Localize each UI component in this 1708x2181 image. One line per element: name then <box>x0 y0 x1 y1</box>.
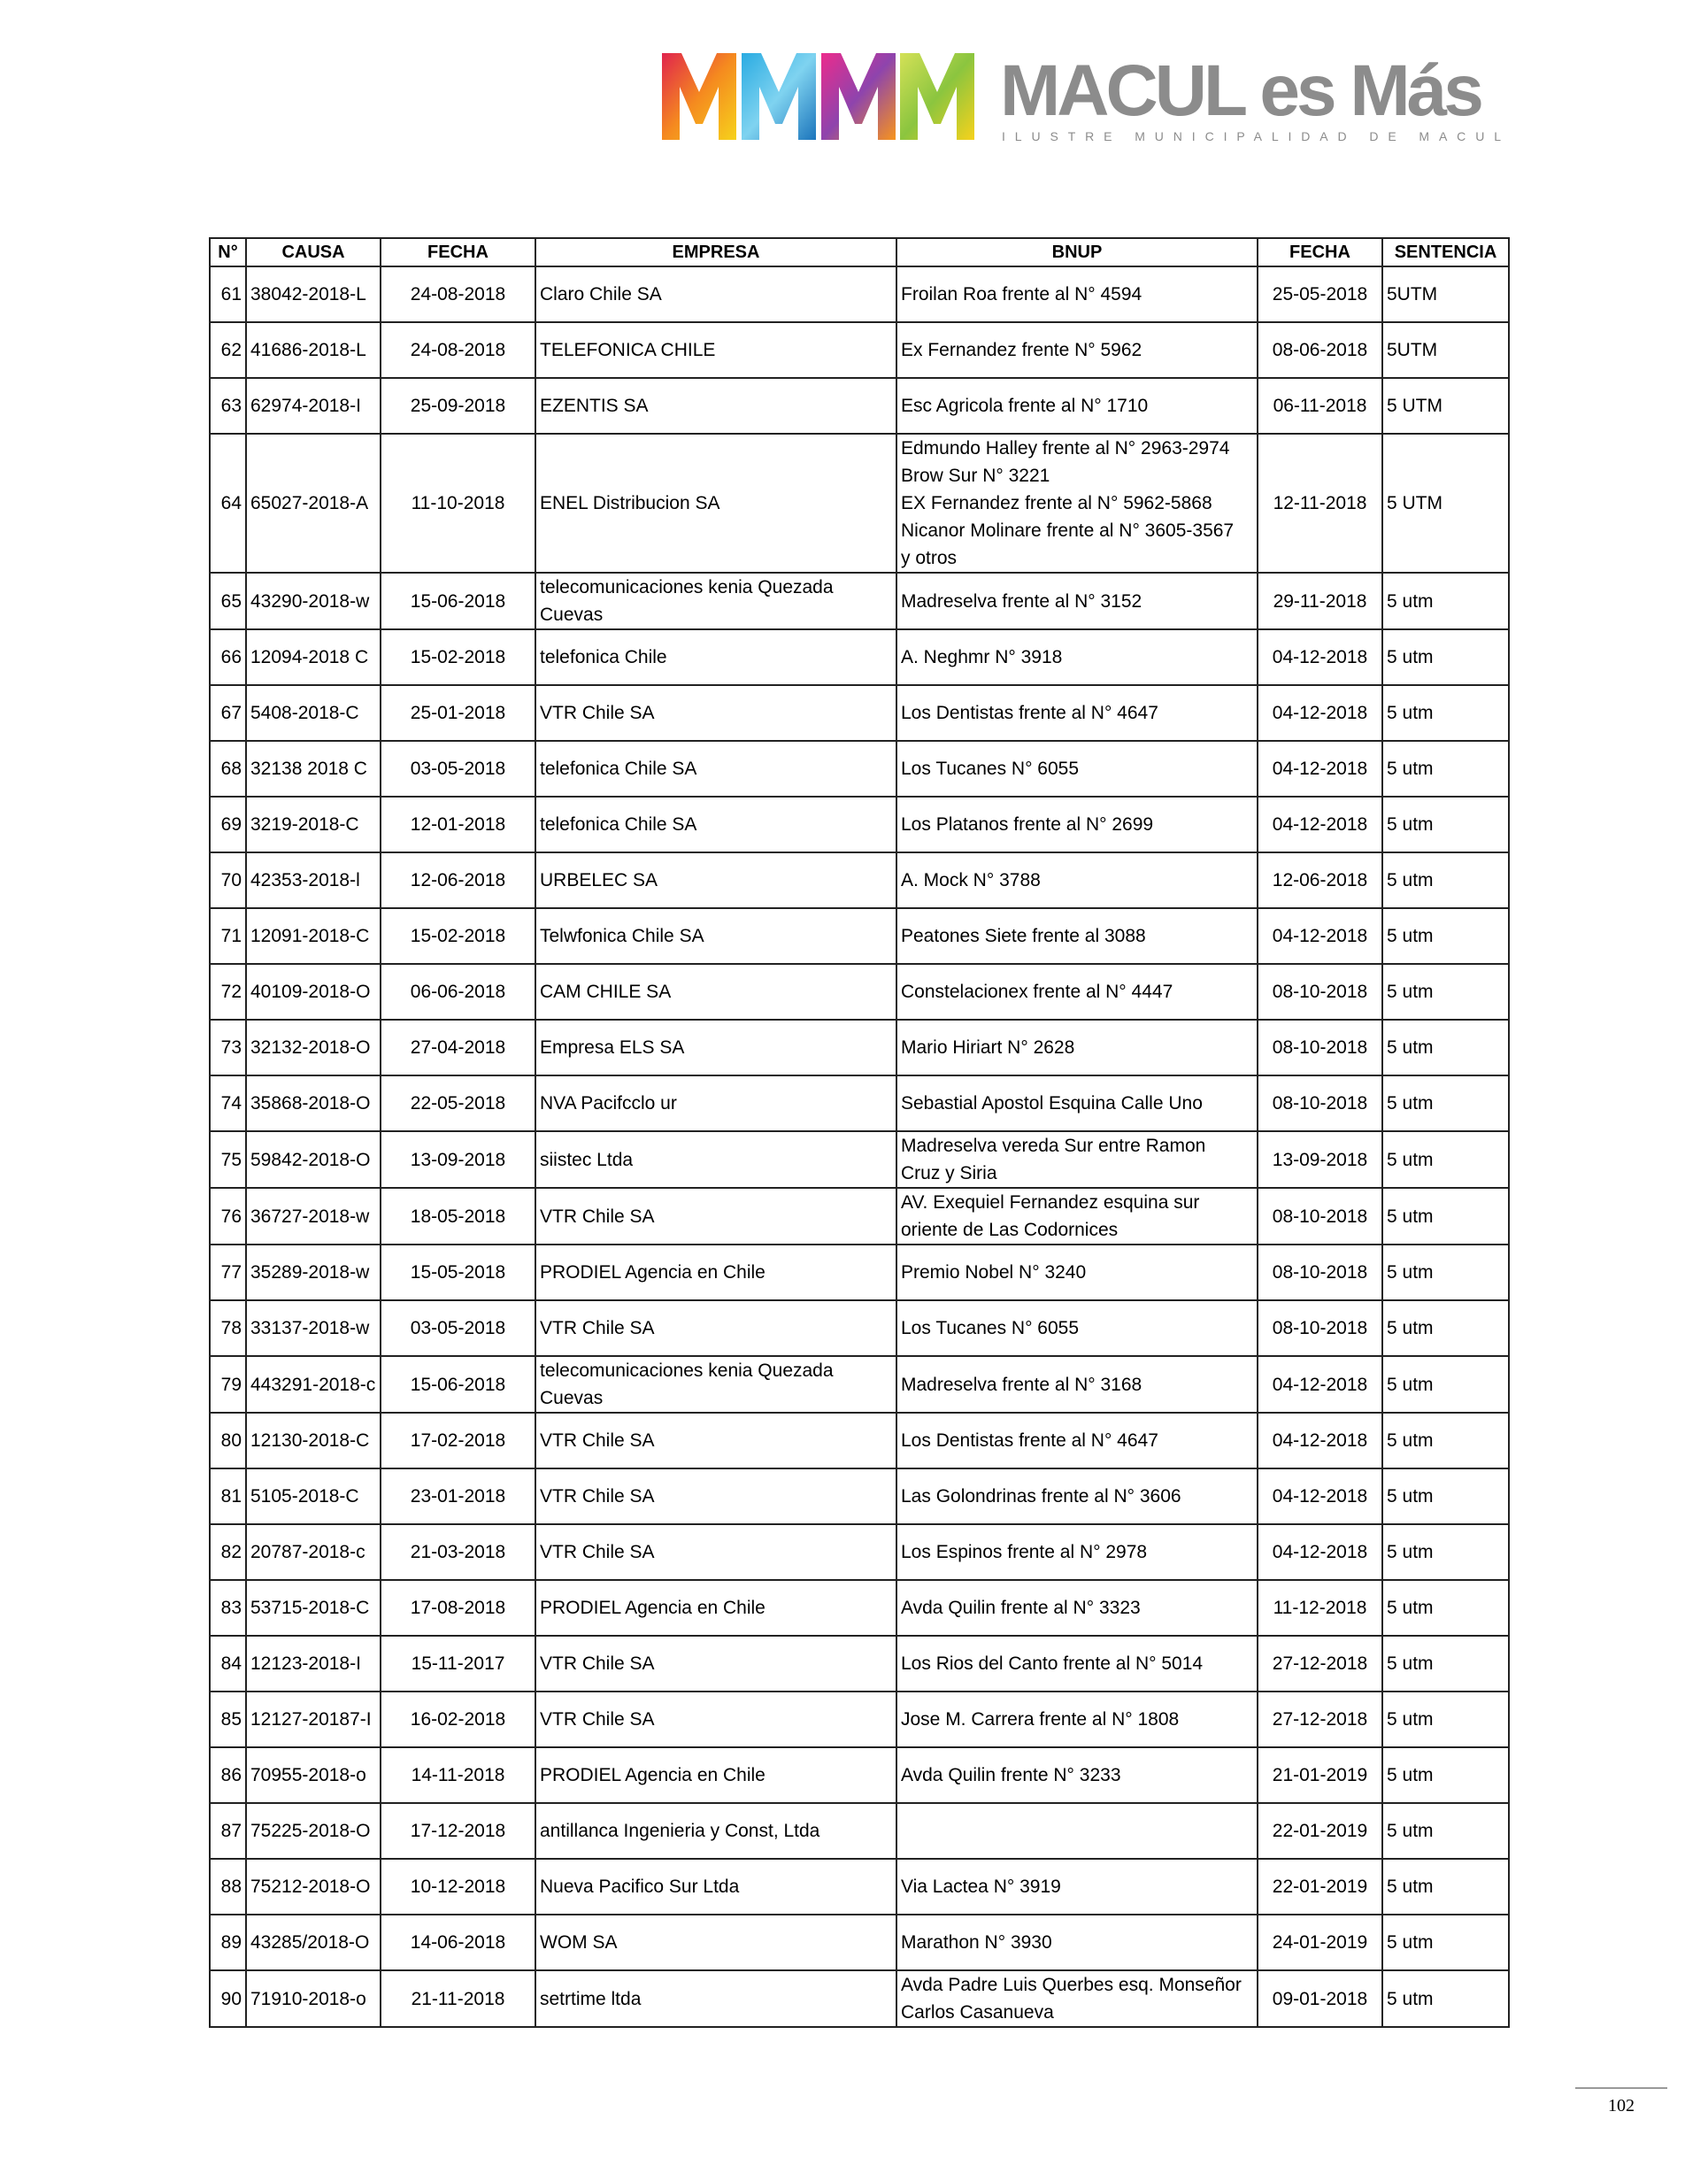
table-row <box>210 1636 1509 1692</box>
bnup-cell: Via Lactea N° 3919 <box>896 1859 1258 1915</box>
causa-cell: 5105-2018-C <box>246 1468 381 1524</box>
sentencia-cell: 5 utm <box>1382 1803 1509 1859</box>
row-number: 75 <box>210 1131 246 1188</box>
row-number: 65 <box>210 573 246 629</box>
row-number: 88 <box>210 1859 246 1915</box>
sentencia-cell: 5 utm <box>1382 1131 1509 1188</box>
sentencia-cell: 5 utm <box>1382 852 1509 908</box>
fecha-sentencia-cell: 04-12-2018 <box>1258 685 1382 741</box>
sentencia-cell: 5 utm <box>1382 1970 1509 2027</box>
row-number: 61 <box>210 266 246 322</box>
sentencia-cell: 5 utm <box>1382 908 1509 964</box>
logo-text: MACUL es Más <box>1000 50 1481 131</box>
empresa-cell: VTR Chile SA <box>535 1300 896 1356</box>
header-sentencia: SENTENCIA <box>1382 238 1509 266</box>
row-number: 80 <box>210 1413 246 1468</box>
sentencia-cell: 5 utm <box>1382 1356 1509 1413</box>
causa-cell: 41686-2018-L <box>246 322 381 378</box>
fecha-cell: 15-05-2018 <box>381 1245 535 1300</box>
fecha-cell: 25-09-2018 <box>381 378 535 434</box>
table-row <box>210 322 1509 378</box>
sentencia-cell: 5 utm <box>1382 1075 1509 1131</box>
empresa-cell: telecomunicaciones kenia Quezada Cuevas <box>535 573 896 629</box>
row-number: 84 <box>210 1636 246 1692</box>
fecha-cell: 27-04-2018 <box>381 1020 535 1075</box>
table-row <box>210 573 1509 629</box>
sentencia-cell: 5 utm <box>1382 573 1509 629</box>
causa-cell: 12094-2018 C <box>246 629 381 685</box>
row-number: 73 <box>210 1020 246 1075</box>
fecha-sentencia-cell: 04-12-2018 <box>1258 629 1382 685</box>
fecha-sentencia-cell: 04-12-2018 <box>1258 1468 1382 1524</box>
table-header-row <box>210 238 1509 266</box>
bnup-cell: Los Tucanes N° 6055 <box>896 1300 1258 1356</box>
bnup-cell: Las Golondrinas frente al N° 3606 <box>896 1468 1258 1524</box>
row-number: 68 <box>210 741 246 797</box>
municipal-logo <box>662 50 1511 143</box>
table-row <box>210 1413 1509 1468</box>
footer-rule <box>1575 2087 1667 2089</box>
table-row <box>210 964 1509 1020</box>
header-causa: CAUSA <box>246 238 381 266</box>
fecha-cell: 21-11-2018 <box>381 1970 535 2027</box>
fecha-sentencia-cell: 27-12-2018 <box>1258 1636 1382 1692</box>
causas-table <box>209 237 1510 2028</box>
row-number: 67 <box>210 685 246 741</box>
empresa-cell: Claro Chile SA <box>535 266 896 322</box>
empresa-cell: URBELEC SA <box>535 852 896 908</box>
sentencia-cell: 5 utm <box>1382 629 1509 685</box>
row-number: 72 <box>210 964 246 1020</box>
mmmm-logo-mark-icon <box>662 53 974 140</box>
sentencia-cell: 5 utm <box>1382 1747 1509 1803</box>
row-number: 81 <box>210 1468 246 1524</box>
table-row <box>210 1747 1509 1803</box>
bnup-cell: Edmundo Halley frente al N° 2963-2974 Brow Sur N° 3221 EX Fernandez frente al N° 5962-5868 Nicanor Molinare frente al N° 3605-3567 y otros <box>896 434 1258 573</box>
causa-cell: 12091-2018-C <box>246 908 381 964</box>
fecha-cell: 15-06-2018 <box>381 1356 535 1413</box>
causa-cell: 32138 2018 C <box>246 741 381 797</box>
header-fecha-sentencia: FECHA <box>1258 238 1382 266</box>
causa-cell: 33137-2018-w <box>246 1300 381 1356</box>
row-number: 90 <box>210 1970 246 2027</box>
empresa-cell: VTR Chile SA <box>535 1188 896 1245</box>
fecha-cell: 16-02-2018 <box>381 1692 535 1747</box>
causa-cell: 59842-2018-O <box>246 1131 381 1188</box>
fecha-sentencia-cell: 04-12-2018 <box>1258 741 1382 797</box>
bnup-cell: Avda Quilin frente N° 3233 <box>896 1747 1258 1803</box>
fecha-cell: 06-06-2018 <box>381 964 535 1020</box>
fecha-cell: 13-09-2018 <box>381 1131 535 1188</box>
bnup-cell: Mario Hiriart N° 2628 <box>896 1020 1258 1075</box>
table-row <box>210 1803 1509 1859</box>
empresa-cell: telefonica Chile <box>535 629 896 685</box>
header-fecha: FECHA <box>381 238 535 266</box>
fecha-cell: 03-05-2018 <box>381 1300 535 1356</box>
empresa-cell: WOM SA <box>535 1915 896 1970</box>
header-bnup: BNUP <box>896 238 1258 266</box>
bnup-cell: Los Dentistas frente al N° 4647 <box>896 1413 1258 1468</box>
bnup-cell: A. Mock N° 3788 <box>896 852 1258 908</box>
fecha-cell: 17-02-2018 <box>381 1413 535 1468</box>
bnup-cell: Peatones Siete frente al 3088 <box>896 908 1258 964</box>
bnup-cell: Jose M. Carrera frente al N° 1808 <box>896 1692 1258 1747</box>
empresa-cell: PRODIEL Agencia en Chile <box>535 1245 896 1300</box>
fecha-sentencia-cell: 08-10-2018 <box>1258 1245 1382 1300</box>
sentencia-cell: 5 utm <box>1382 964 1509 1020</box>
fecha-sentencia-cell: 22-01-2019 <box>1258 1803 1382 1859</box>
header-empresa: EMPRESA <box>535 238 896 266</box>
fecha-sentencia-cell: 12-11-2018 <box>1258 434 1382 573</box>
fecha-cell: 23-01-2018 <box>381 1468 535 1524</box>
table-row <box>210 378 1509 434</box>
causa-cell: 70955-2018-o <box>246 1747 381 1803</box>
row-number: 69 <box>210 797 246 852</box>
row-number: 83 <box>210 1580 246 1636</box>
fecha-sentencia-cell: 08-10-2018 <box>1258 1188 1382 1245</box>
causa-cell: 75212-2018-O <box>246 1859 381 1915</box>
fecha-cell: 11-10-2018 <box>381 434 535 573</box>
causa-cell: 40109-2018-O <box>246 964 381 1020</box>
empresa-cell: NVA Pacifcclo ur <box>535 1075 896 1131</box>
fecha-cell: 15-02-2018 <box>381 629 535 685</box>
fecha-cell: 24-08-2018 <box>381 266 535 322</box>
row-number: 78 <box>210 1300 246 1356</box>
row-number: 70 <box>210 852 246 908</box>
bnup-cell: Esc Agricola frente al N° 1710 <box>896 378 1258 434</box>
empresa-cell: telefonica Chile SA <box>535 741 896 797</box>
causa-cell: 42353-2018-l <box>246 852 381 908</box>
sentencia-cell: 5 utm <box>1382 1468 1509 1524</box>
table-row <box>210 266 1509 322</box>
fecha-sentencia-cell: 08-10-2018 <box>1258 1020 1382 1075</box>
table-row <box>210 1356 1509 1413</box>
empresa-cell: siistec Ltda <box>535 1131 896 1188</box>
row-number: 86 <box>210 1747 246 1803</box>
row-number: 74 <box>210 1075 246 1131</box>
fecha-cell: 14-11-2018 <box>381 1747 535 1803</box>
table-row <box>210 685 1509 741</box>
fecha-sentencia-cell: 04-12-2018 <box>1258 1413 1382 1468</box>
table-row <box>210 1188 1509 1245</box>
sentencia-cell: 5 utm <box>1382 1524 1509 1580</box>
table-row <box>210 1859 1509 1915</box>
bnup-cell: Los Espinos frente al N° 2978 <box>896 1524 1258 1580</box>
bnup-cell: Sebastial Apostol Esquina Calle Uno <box>896 1075 1258 1131</box>
causa-cell: 12123-2018-I <box>246 1636 381 1692</box>
bnup-cell: Avda Padre Luis Querbes esq. Monseñor Carlos Casanueva <box>896 1970 1258 2027</box>
causa-cell: 75225-2018-O <box>246 1803 381 1859</box>
table-row <box>210 1300 1509 1356</box>
table-row <box>210 1524 1509 1580</box>
empresa-cell: VTR Chile SA <box>535 1413 896 1468</box>
bnup-cell: Madreselva frente al N° 3152 <box>896 573 1258 629</box>
sentencia-cell: 5 utm <box>1382 1413 1509 1468</box>
fecha-sentencia-cell: 08-10-2018 <box>1258 1075 1382 1131</box>
fecha-sentencia-cell: 11-12-2018 <box>1258 1580 1382 1636</box>
row-number: 66 <box>210 629 246 685</box>
sentencia-cell: 5 utm <box>1382 1636 1509 1692</box>
empresa-cell: VTR Chile SA <box>535 1468 896 1524</box>
table-row <box>210 908 1509 964</box>
table-row <box>210 1245 1509 1300</box>
empresa-cell: telefonica Chile SA <box>535 797 896 852</box>
causa-cell: 36727-2018-w <box>246 1188 381 1245</box>
fecha-sentencia-cell: 24-01-2019 <box>1258 1915 1382 1970</box>
empresa-cell: VTR Chile SA <box>535 685 896 741</box>
causa-cell: 12127-20187-I <box>246 1692 381 1747</box>
row-number: 85 <box>210 1692 246 1747</box>
table-row <box>210 852 1509 908</box>
fecha-sentencia-cell: 04-12-2018 <box>1258 797 1382 852</box>
causa-cell: 62974-2018-I <box>246 378 381 434</box>
causa-cell: 443291-2018-c <box>246 1356 381 1413</box>
causa-cell: 35868-2018-O <box>246 1075 381 1131</box>
row-number: 79 <box>210 1356 246 1413</box>
sentencia-cell: 5 utm <box>1382 797 1509 852</box>
bnup-cell <box>896 1803 1258 1859</box>
table-row <box>210 1020 1509 1075</box>
causa-cell: 38042-2018-L <box>246 266 381 322</box>
row-number: 63 <box>210 378 246 434</box>
fecha-cell: 15-11-2017 <box>381 1636 535 1692</box>
empresa-cell: PRODIEL Agencia en Chile <box>535 1580 896 1636</box>
fecha-cell: 15-02-2018 <box>381 908 535 964</box>
bnup-cell: Los Platanos frente al N° 2699 <box>896 797 1258 852</box>
sentencia-cell: 5UTM <box>1382 266 1509 322</box>
fecha-cell: 17-08-2018 <box>381 1580 535 1636</box>
logo-subtitle: ILUSTRE MUNICIPALIDAD DE MACUL <box>1002 129 1511 143</box>
fecha-cell: 12-06-2018 <box>381 852 535 908</box>
fecha-cell: 18-05-2018 <box>381 1188 535 1245</box>
table-row <box>210 1915 1509 1970</box>
sentencia-cell: 5 utm <box>1382 1245 1509 1300</box>
bnup-cell: Avda Quilin frente al N° 3323 <box>896 1580 1258 1636</box>
sentencia-cell: 5 utm <box>1382 1020 1509 1075</box>
fecha-sentencia-cell: 06-11-2018 <box>1258 378 1382 434</box>
causa-cell: 71910-2018-o <box>246 1970 381 2027</box>
page-number: 102 <box>1608 2096 1635 2115</box>
empresa-cell: Empresa ELS SA <box>535 1020 896 1075</box>
fecha-sentencia-cell: 04-12-2018 <box>1258 1524 1382 1580</box>
row-number: 89 <box>210 1915 246 1970</box>
table-row <box>210 1075 1509 1131</box>
fecha-sentencia-cell: 29-11-2018 <box>1258 573 1382 629</box>
fecha-cell: 12-01-2018 <box>381 797 535 852</box>
sentencia-cell: 5 UTM <box>1382 378 1509 434</box>
empresa-cell: setrtime ltda <box>535 1970 896 2027</box>
empresa-cell: PRODIEL Agencia en Chile <box>535 1747 896 1803</box>
fecha-sentencia-cell: 04-12-2018 <box>1258 1356 1382 1413</box>
sentencia-cell: 5 utm <box>1382 1580 1509 1636</box>
bnup-cell: AV. Exequiel Fernandez esquina sur oriente de Las Codornices <box>896 1188 1258 1245</box>
causa-cell: 65027-2018-A <box>246 434 381 573</box>
fecha-cell: 17-12-2018 <box>381 1803 535 1859</box>
empresa-cell: TELEFONICA CHILE <box>535 322 896 378</box>
sentencia-cell: 5 utm <box>1382 1915 1509 1970</box>
empresa-cell: telecomunicaciones kenia Quezada Cuevas <box>535 1356 896 1413</box>
row-number: 87 <box>210 1803 246 1859</box>
fecha-sentencia-cell: 22-01-2019 <box>1258 1859 1382 1915</box>
fecha-cell: 25-01-2018 <box>381 685 535 741</box>
empresa-cell: VTR Chile SA <box>535 1636 896 1692</box>
bnup-cell: Constelacionex frente al N° 4447 <box>896 964 1258 1020</box>
bnup-cell: Froilan Roa frente al N° 4594 <box>896 266 1258 322</box>
empresa-cell: VTR Chile SA <box>535 1692 896 1747</box>
empresa-cell: Nueva Pacifico Sur Ltda <box>535 1859 896 1915</box>
fecha-sentencia-cell: 09-01-2018 <box>1258 1970 1382 2027</box>
empresa-cell: antillanca Ingenieria y Const, Ltda <box>535 1803 896 1859</box>
fecha-sentencia-cell: 12-06-2018 <box>1258 852 1382 908</box>
fecha-cell: 14-06-2018 <box>381 1915 535 1970</box>
fecha-cell: 03-05-2018 <box>381 741 535 797</box>
fecha-sentencia-cell: 13-09-2018 <box>1258 1131 1382 1188</box>
row-number: 82 <box>210 1524 246 1580</box>
table-row <box>210 1131 1509 1188</box>
fecha-sentencia-cell: 08-10-2018 <box>1258 1300 1382 1356</box>
causa-cell: 35289-2018-w <box>246 1245 381 1300</box>
sentencia-cell: 5 utm <box>1382 741 1509 797</box>
row-number: 64 <box>210 434 246 573</box>
row-number: 77 <box>210 1245 246 1300</box>
bnup-cell: Premio Nobel N° 3240 <box>896 1245 1258 1300</box>
causa-cell: 12130-2018-C <box>246 1413 381 1468</box>
empresa-cell: Telwfonica Chile SA <box>535 908 896 964</box>
table-row <box>210 1468 1509 1524</box>
sentencia-cell: 5 utm <box>1382 1300 1509 1356</box>
causa-cell: 43285/2018-O <box>246 1915 381 1970</box>
causa-cell: 32132-2018-O <box>246 1020 381 1075</box>
fecha-sentencia-cell: 25-05-2018 <box>1258 266 1382 322</box>
causa-cell: 53715-2018-C <box>246 1580 381 1636</box>
fecha-sentencia-cell: 21-01-2019 <box>1258 1747 1382 1803</box>
bnup-cell: Ex Fernandez frente N° 5962 <box>896 322 1258 378</box>
fecha-sentencia-cell: 08-06-2018 <box>1258 322 1382 378</box>
sentencia-cell: 5 utm <box>1382 1859 1509 1915</box>
table-row <box>210 797 1509 852</box>
causa-cell: 20787-2018-c <box>246 1524 381 1580</box>
empresa-cell: VTR Chile SA <box>535 1524 896 1580</box>
empresa-cell: EZENTIS SA <box>535 378 896 434</box>
bnup-cell: Marathon N° 3930 <box>896 1915 1258 1970</box>
fecha-cell: 24-08-2018 <box>381 322 535 378</box>
causa-cell: 43290-2018-w <box>246 573 381 629</box>
bnup-cell: Los Rios del Canto frente al N° 5014 <box>896 1636 1258 1692</box>
fecha-cell: 15-06-2018 <box>381 573 535 629</box>
empresa-cell: CAM CHILE SA <box>535 964 896 1020</box>
table-row <box>210 434 1509 573</box>
bnup-cell: Los Dentistas frente al N° 4647 <box>896 685 1258 741</box>
header-n: N° <box>210 238 246 266</box>
fecha-cell: 10-12-2018 <box>381 1859 535 1915</box>
table-row <box>210 741 1509 797</box>
table-row <box>210 1580 1509 1636</box>
table-row <box>210 1970 1509 2027</box>
row-number: 62 <box>210 322 246 378</box>
table-row <box>210 629 1509 685</box>
row-number: 76 <box>210 1188 246 1245</box>
fecha-sentencia-cell: 27-12-2018 <box>1258 1692 1382 1747</box>
row-number: 71 <box>210 908 246 964</box>
bnup-cell: Madreselva frente al N° 3168 <box>896 1356 1258 1413</box>
fecha-sentencia-cell: 04-12-2018 <box>1258 908 1382 964</box>
sentencia-cell: 5UTM <box>1382 322 1509 378</box>
empresa-cell: ENEL Distribucion SA <box>535 434 896 573</box>
fecha-sentencia-cell: 08-10-2018 <box>1258 964 1382 1020</box>
fecha-cell: 22-05-2018 <box>381 1075 535 1131</box>
causa-cell: 3219-2018-C <box>246 797 381 852</box>
sentencia-cell: 5 utm <box>1382 685 1509 741</box>
bnup-cell: A. Neghmr N° 3918 <box>896 629 1258 685</box>
sentencia-cell: 5 utm <box>1382 1692 1509 1747</box>
bnup-cell: Madreselva vereda Sur entre Ramon Cruz y Siria <box>896 1131 1258 1188</box>
sentencia-cell: 5 UTM <box>1382 434 1509 573</box>
fecha-cell: 21-03-2018 <box>381 1524 535 1580</box>
table-row <box>210 1692 1509 1747</box>
bnup-cell: Los Tucanes N° 6055 <box>896 741 1258 797</box>
table-body <box>210 266 1509 2027</box>
causa-cell: 5408-2018-C <box>246 685 381 741</box>
sentencia-cell: 5 utm <box>1382 1188 1509 1245</box>
